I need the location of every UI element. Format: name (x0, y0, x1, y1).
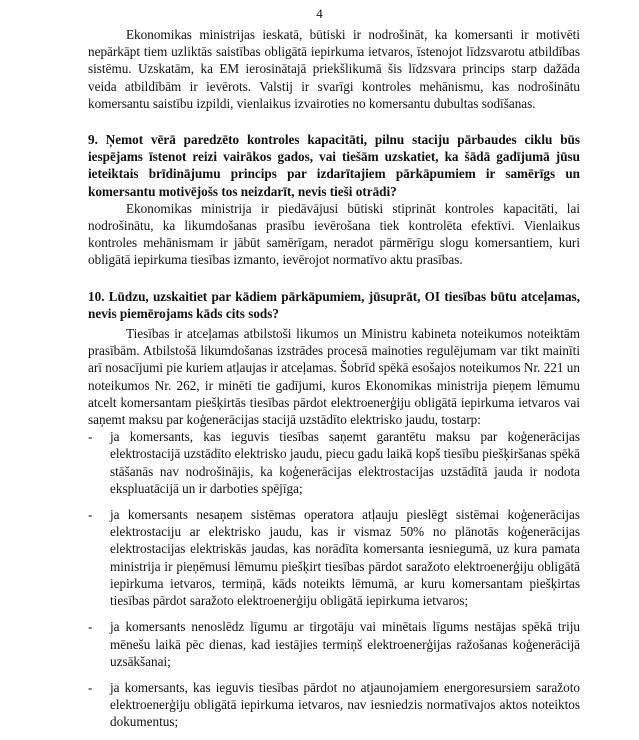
answer-9: Ekonomikas ministrija ir piedāvājusi būtiski stiprināt kontroles kapacitāti, lai nodrošinātu, ka likumdošanas prasību ievērošana tiek kontrolēta efektīvi. Vienlaikus kontroles mehānismam ir jābūt samērīgam, neradot pārmērīgu slogu komersantiem, kuri obligātā iepirkuma tiesības izmanto, ievērojot normatīvo aktu prasības. (88, 200, 580, 268)
answer-10: Tiesības ir atceļamas atbilstoši likumos un Ministru kabineta noteikumos noteiktām prasībām. Atbilstošā likumdošanas izstrādes procesā mainoties regulējumam var tikt mainīti arī nosacījumi pie kuriem atļaujas ir atceļamas. Šobrīd spēkā esošajos noteikumos Nr. 221 un noteikumos Nr. 262, ir minēti tie gadījumi, kuros Ekonomikas ministrija pieņem lēmumu atcelt komersantam piešķirtās tiesības pārdot elektroenerģiju obligātā iepirkuma ietvaros vai saņemt maksu par koģenerācijas stacijā uzstādīto elektrisko jaudu, tostarp: (88, 326, 580, 428)
conditions-list (88, 428, 580, 730)
list-item-text: ja komersants, kas ieguvis tiesības saņemt garantētu maksu par koģenerācijas elektrostacijā uzstādīto elektrisko jaudu, piecu gadu laikā kopš tiesību piešķiršanas spēkā stāšanās nav nodrošinājis, ka koģenerācijas elektrostacijas uzstādītā jauda ir nodota ekspluatācijā un ir darboties spējīga; (110, 429, 580, 496)
bullet-dash: - (88, 429, 93, 445)
list-item (88, 428, 580, 497)
list-item-text: ja komersants, kas ieguvis tiesības pārdot no atjaunojamiem energoresursiem saražoto elektroenerģiju obligātā iepirkuma ietvaros, nav iesniedzis normatīvajos aktos noteiktos dokumentus; (110, 679, 580, 730)
list-item (88, 618, 580, 670)
question-10: 10. Lūdzu, uzskaitiet par kādiem pārkāpumiem, jūsuprāt, OI tiesības būtu atceļamas, nevis piemērojams kāds cits sods? (88, 288, 580, 321)
list-item (88, 679, 580, 731)
question-9: 9. Ņemot vērā paredzēto kontroles kapacitāti, pilnu staciju pārbaudes ciklu būs iespējams īstenot reizi vairākos gados, vai tiešām uzskatiet, ka šādā gadījumā jūsu ieteiktais brīdinājumu princips par izdarītajiem pārkāpumiem ir samērīgs un komersantu motivējošs tos neizdarīt, nevis tieši otrādi? (88, 132, 580, 199)
page-number: 4 (316, 6, 323, 21)
list-item (88, 506, 580, 609)
bullet-dash: - (88, 679, 93, 695)
list-item-text: ja komersants nenoslēdz līgumu ar tirgotāju vai minētais līgums nestājas spēkā triju mēnešu laikā pēc dienas, kad iestājies termiņš elektroenerģijas ražošanas koģenerācijā uzsākšanai; (110, 619, 580, 669)
bullet-dash: - (88, 507, 93, 523)
intro-paragraph: Ekonomikas ministrijas ieskatā, būtiski ir nodrošināt, ka komersanti ir motivēti nepārkāpt tiem uzliktās saistības obligātā iepirkuma ietvaros, īstenojot līdzsvarotu atbildības sistēmu. Uzskatām, ka EM ierosinātajā priekšlikumā šis līdzsvara princips starp dažāda veida atbildībām ir ievērots. Valstij ir svarīgi kontroles mehānismu, kas nodrošinātu komersantu saistību izpildi, vienlaikus izvairoties no komersantu dubultas sodīšanas. (88, 27, 580, 111)
list-item-text: ja komersants nesaņem sistēmas operatora atļauju pieslēgt sistēmai koģenerācijas elektrostaciju ar elektrisko jaudu, kas ir vismaz 50% no plānotās koģenerācijas elektrostacijas elektriskās jaudas, kas norādīta komersanta iesniegumā, uz kura pamata ministrija ir pieņēmusi lēmumu piešķirt tiesības pārdot saražoto elektroenerģiju obligātā iepirkuma ietvaros, termiņā, kāds noteikts lēmumā, ar kuru komersantam piešķirtas tiesības pārdot saražoto elektroenerģiju obligātā iepirkuma ietvaros; (110, 507, 580, 609)
bullet-dash: - (88, 619, 93, 635)
document-body (88, 26, 580, 740)
